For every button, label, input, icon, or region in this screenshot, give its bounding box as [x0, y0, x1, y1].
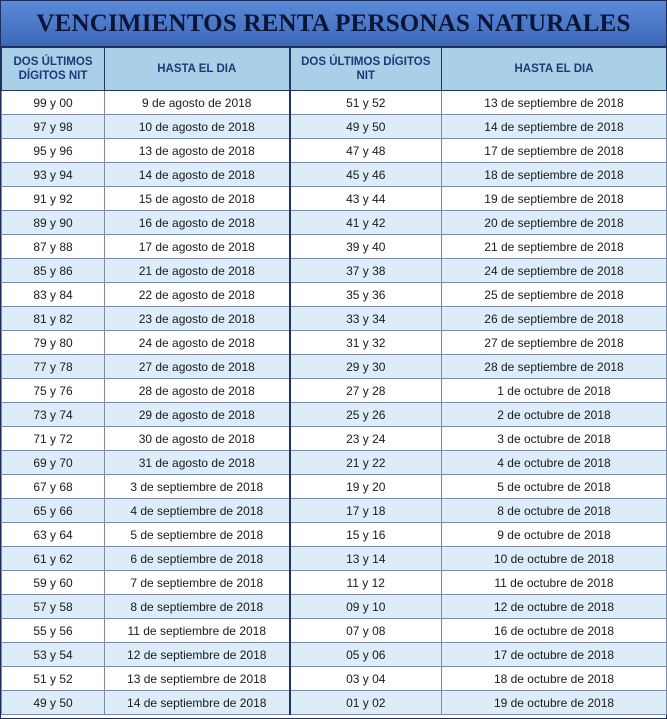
cell-digits-right: 21 y 22	[290, 451, 442, 475]
table-row	[2, 259, 667, 283]
table-row	[2, 163, 667, 187]
cell-date-left: 3 de septiembre de 2018	[105, 475, 290, 499]
cell-digits-left: 59 y 60	[2, 571, 105, 595]
cell-digits-right: 33 y 34	[290, 307, 442, 331]
table-row	[2, 403, 667, 427]
cell-date-right: 24 de septiembre de 2018	[442, 259, 667, 283]
cell-digits-left: 99 y 00	[2, 91, 105, 115]
cell-digits-right: 39 y 40	[290, 235, 442, 259]
cell-date-right: 2 de octubre de 2018	[442, 403, 667, 427]
cell-digits-right: 19 y 20	[290, 475, 442, 499]
cell-digits-left: 93 y 94	[2, 163, 105, 187]
cell-digits-left: 95 y 96	[2, 139, 105, 163]
cell-digits-left: 77 y 78	[2, 355, 105, 379]
cell-date-left: 14 de agosto de 2018	[105, 163, 290, 187]
cell-date-left: 11 de septiembre de 2018	[105, 619, 290, 643]
table-row	[2, 571, 667, 595]
cell-digits-left: 71 y 72	[2, 427, 105, 451]
table-row	[2, 115, 667, 139]
cell-date-left: 15 de agosto de 2018	[105, 187, 290, 211]
schedule-table	[1, 47, 667, 715]
cell-date-right: 8 de octubre de 2018	[442, 499, 667, 523]
cell-date-right: 5 de octubre de 2018	[442, 475, 667, 499]
cell-digits-left: 79 y 80	[2, 331, 105, 355]
cell-digits-right: 13 y 14	[290, 547, 442, 571]
cell-digits-right: 29 y 30	[290, 355, 442, 379]
cell-digits-right: 51 y 52	[290, 91, 442, 115]
table-row	[2, 211, 667, 235]
cell-date-left: 14 de septiembre de 2018	[105, 691, 290, 715]
cell-date-right: 9 de octubre de 2018	[442, 523, 667, 547]
cell-date-left: 7 de septiembre de 2018	[105, 571, 290, 595]
cell-digits-right: 43 y 44	[290, 187, 442, 211]
cell-date-right: 13 de septiembre de 2018	[442, 91, 667, 115]
cell-digits-left: 83 y 84	[2, 283, 105, 307]
cell-digits-left: 97 y 98	[2, 115, 105, 139]
table-row	[2, 331, 667, 355]
cell-date-right: 21 de septiembre de 2018	[442, 235, 667, 259]
cell-date-right: 3 de octubre de 2018	[442, 427, 667, 451]
cell-date-right: 12 de octubre de 2018	[442, 595, 667, 619]
cell-digits-left: 85 y 86	[2, 259, 105, 283]
cell-date-right: 4 de octubre de 2018	[442, 451, 667, 475]
cell-date-left: 4 de septiembre de 2018	[105, 499, 290, 523]
cell-digits-left: 61 y 62	[2, 547, 105, 571]
cell-digits-right: 45 y 46	[290, 163, 442, 187]
header-row	[2, 48, 667, 91]
cell-date-left: 13 de septiembre de 2018	[105, 667, 290, 691]
cell-date-left: 24 de agosto de 2018	[105, 331, 290, 355]
cell-digits-left: 73 y 74	[2, 403, 105, 427]
cell-digits-right: 35 y 36	[290, 283, 442, 307]
cell-date-left: 28 de agosto de 2018	[105, 379, 290, 403]
table-row	[2, 547, 667, 571]
cell-date-right: 19 de octubre de 2018	[442, 691, 667, 715]
table-row	[2, 235, 667, 259]
cell-digits-left: 87 y 88	[2, 235, 105, 259]
cell-date-left: 29 de agosto de 2018	[105, 403, 290, 427]
header-digits-right: DOS ÚLTIMOS DÍGITOS NIT	[290, 48, 442, 91]
table-row	[2, 283, 667, 307]
cell-date-right: 25 de septiembre de 2018	[442, 283, 667, 307]
cell-digits-right: 15 y 16	[290, 523, 442, 547]
cell-digits-right: 37 y 38	[290, 259, 442, 283]
cell-date-right: 26 de septiembre de 2018	[442, 307, 667, 331]
cell-date-left: 16 de agosto de 2018	[105, 211, 290, 235]
cell-date-left: 12 de septiembre de 2018	[105, 643, 290, 667]
table-row	[2, 307, 667, 331]
cell-digits-left: 55 y 56	[2, 619, 105, 643]
cell-date-right: 19 de septiembre de 2018	[442, 187, 667, 211]
table-body	[2, 91, 667, 715]
cell-date-right: 1 de octubre de 2018	[442, 379, 667, 403]
cell-date-left: 8 de septiembre de 2018	[105, 595, 290, 619]
cell-digits-right: 27 y 28	[290, 379, 442, 403]
cell-date-left: 13 de agosto de 2018	[105, 139, 290, 163]
cell-date-right: 28 de septiembre de 2018	[442, 355, 667, 379]
table-row	[2, 475, 667, 499]
cell-date-left: 10 de agosto de 2018	[105, 115, 290, 139]
table-row	[2, 451, 667, 475]
cell-date-right: 20 de septiembre de 2018	[442, 211, 667, 235]
header-date-left: HASTA EL DIA	[105, 48, 290, 91]
table-row	[2, 187, 667, 211]
cell-date-right: 11 de octubre de 2018	[442, 571, 667, 595]
cell-digits-right: 23 y 24	[290, 427, 442, 451]
cell-digits-left: 91 y 92	[2, 187, 105, 211]
cell-date-right: 27 de septiembre de 2018	[442, 331, 667, 355]
cell-date-left: 31 de agosto de 2018	[105, 451, 290, 475]
cell-digits-left: 81 y 82	[2, 307, 105, 331]
table-row	[2, 595, 667, 619]
cell-digits-right: 11 y 12	[290, 571, 442, 595]
table-row	[2, 523, 667, 547]
table-row	[2, 643, 667, 667]
cell-digits-right: 03 y 04	[290, 667, 442, 691]
cell-digits-right: 25 y 26	[290, 403, 442, 427]
table-row	[2, 91, 667, 115]
cell-digits-right: 07 y 08	[290, 619, 442, 643]
header-date-right: HASTA EL DIA	[442, 48, 667, 91]
table-row	[2, 139, 667, 163]
cell-digits-left: 69 y 70	[2, 451, 105, 475]
cell-date-left: 21 de agosto de 2018	[105, 259, 290, 283]
cell-date-left: 9 de agosto de 2018	[105, 91, 290, 115]
cell-date-right: 18 de septiembre de 2018	[442, 163, 667, 187]
cell-date-left: 22 de agosto de 2018	[105, 283, 290, 307]
cell-date-left: 17 de agosto de 2018	[105, 235, 290, 259]
cell-digits-right: 47 y 48	[290, 139, 442, 163]
cell-digits-left: 65 y 66	[2, 499, 105, 523]
table-row	[2, 427, 667, 451]
cell-date-right: 18 de octubre de 2018	[442, 667, 667, 691]
cell-date-left: 5 de septiembre de 2018	[105, 523, 290, 547]
cell-digits-left: 53 y 54	[2, 643, 105, 667]
cell-date-left: 30 de agosto de 2018	[105, 427, 290, 451]
cell-digits-right: 01 y 02	[290, 691, 442, 715]
cell-date-left: 27 de agosto de 2018	[105, 355, 290, 379]
header-digits-left: DOS ÚLTIMOS DÍGITOS NIT	[2, 48, 105, 91]
cell-date-right: 17 de octubre de 2018	[442, 643, 667, 667]
cell-date-right: 14 de septiembre de 2018	[442, 115, 667, 139]
table-row	[2, 379, 667, 403]
cell-digits-right: 05 y 06	[290, 643, 442, 667]
page-title: VENCIMIENTOS RENTA PERSONAS NATURALES	[1, 1, 666, 47]
table-row	[2, 691, 667, 715]
cell-digits-right: 17 y 18	[290, 499, 442, 523]
cell-digits-left: 51 y 52	[2, 667, 105, 691]
cell-digits-left: 49 y 50	[2, 691, 105, 715]
cell-digits-left: 63 y 64	[2, 523, 105, 547]
cell-date-right: 16 de octubre de 2018	[442, 619, 667, 643]
cell-digits-right: 09 y 10	[290, 595, 442, 619]
cell-date-left: 23 de agosto de 2018	[105, 307, 290, 331]
table-row	[2, 619, 667, 643]
cell-date-right: 17 de septiembre de 2018	[442, 139, 667, 163]
cell-digits-right: 49 y 50	[290, 115, 442, 139]
cell-digits-left: 57 y 58	[2, 595, 105, 619]
cell-digits-left: 75 y 76	[2, 379, 105, 403]
cell-date-left: 6 de septiembre de 2018	[105, 547, 290, 571]
cell-digits-left: 89 y 90	[2, 211, 105, 235]
table-row	[2, 499, 667, 523]
cell-digits-right: 31 y 32	[290, 331, 442, 355]
cell-date-right: 10 de octubre de 2018	[442, 547, 667, 571]
table-row	[2, 355, 667, 379]
cell-digits-right: 41 y 42	[290, 211, 442, 235]
table-row	[2, 667, 667, 691]
cell-digits-left: 67 y 68	[2, 475, 105, 499]
